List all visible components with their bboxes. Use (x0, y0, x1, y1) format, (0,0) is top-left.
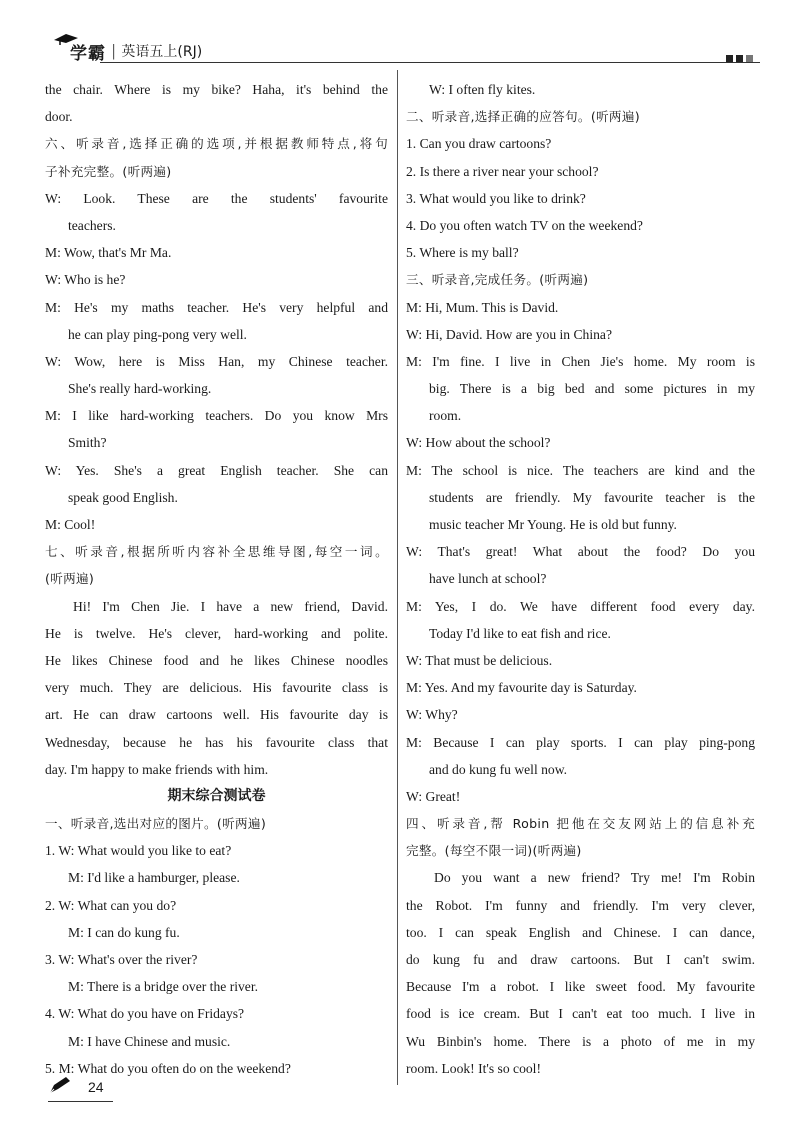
passage-line: Do you want a new friend? Try me! I'm Robin (434, 870, 755, 886)
text-line: the chair. Where is my bike? Haha, it's behind the (45, 82, 388, 97)
dialogue-line: W: I often fly kites. (429, 82, 536, 97)
dialogue-line: W: How about the school? (406, 435, 551, 451)
dialogue-line: M: Because I can play sports. I can play ping-pong (406, 734, 755, 750)
left-column (45, 76, 388, 1082)
section-heading: 子补充完整。(听两遍) (45, 163, 172, 179)
passage-line: He likes Chinese food and he likes Chinese noodles (45, 652, 388, 668)
decor-square (736, 55, 743, 62)
section-heading: 一、听录音,选出对应的图片。(听两遍) (45, 816, 267, 832)
dialogue-line: M: I like hard-working teachers. Do you know Mrs (45, 408, 388, 424)
question-line: M: I have Chinese and music. (68, 1033, 231, 1049)
dialogue-line: W: Who is he? (45, 272, 126, 288)
passage-line: food is ice cream. But I can't eat too much. I live in (406, 1006, 755, 1022)
section-heading: 完整。(每空不限一词)(听两遍) (406, 843, 582, 859)
passage-line: the Robot. I'm funny and friendly. I'm very clever, (406, 897, 755, 913)
section-heading: 六、听录音,选择正确的选项,并根据教师特点,将句 (45, 136, 388, 152)
exam-title: 期末综合测试卷 (167, 787, 266, 804)
brand-name: 学霸 (70, 43, 106, 64)
passage-line: Hi! I'm Chen Jie. I have a new friend, David. (73, 598, 388, 614)
question-line: 1. Can you draw cartoons? (406, 136, 552, 152)
question-line: 5. M: What do you often do on the weekend? (45, 1060, 291, 1076)
dialogue-line: W: Yes. She's a great English teacher. She can (45, 462, 388, 478)
dialogue-line: teachers. (68, 217, 116, 233)
passage-line: Wednesday, because he has his favourite class that (45, 734, 388, 750)
dialogue-line: M: Hi, Mum. This is David. (406, 299, 559, 315)
passage-line: He is twelve. He's clever, hard-working and polite. (45, 625, 388, 641)
dialogue-line: have lunch at school? (429, 571, 547, 587)
dialogue-line: M: Yes. And my favourite day is Saturday. (406, 680, 637, 696)
dialogue-line: W: Hi, David. How are you in China? (406, 326, 612, 342)
dialogue-line: W: Why? (406, 707, 458, 723)
question-line: 2. Is there a river near your school? (406, 163, 599, 179)
question-line: 5. Where is my ball? (406, 245, 519, 261)
dialogue-line: M: Cool! (45, 517, 96, 532)
right-column (406, 76, 755, 1082)
header-separator: | (112, 41, 116, 60)
section-heading: 四、听录音,帮 Robin 把他在交友网站上的信息补充 (406, 816, 755, 832)
page-header (40, 36, 760, 66)
decor-square (746, 55, 753, 62)
dialogue-line: speak good English. (68, 489, 178, 505)
passage-line: Wu Binbin's home. There is a photo of me in my (406, 1033, 755, 1049)
book-subtitle: 英语五上(RJ) (121, 44, 203, 60)
question-line: M: There is a bridge over the river. (68, 979, 259, 995)
passage-line: Because I'm a robot. I like sweet food. My favourite (406, 979, 755, 995)
dialogue-line: W: Great! (406, 788, 461, 804)
dialogue-line: Smith? (68, 435, 107, 451)
question-line: 1. W: What would you like to eat? (45, 843, 232, 859)
passage-line: day. I'm happy to make friends with him. (45, 761, 269, 777)
dialogue-line: M: The school is nice. The teachers are kind and the (406, 462, 755, 478)
page-number: 24 (88, 1079, 104, 1095)
passage-line: too. I can speak English and Chinese. I can dance, (406, 924, 755, 940)
section-heading: 二、听录音,选择正确的应答句。(听两遍) (406, 109, 640, 125)
passage-line: do kung fu and draw cartoons. But I can't swim. (406, 952, 755, 967)
dialogue-line: M: Wow, that's Mr Ma. (45, 245, 172, 261)
passage-line: very much. They are delicious. His favourite class is (45, 680, 388, 696)
section-heading: (听两遍) (45, 571, 95, 587)
graduation-cap-icon (52, 32, 82, 46)
text-line: door. (45, 109, 73, 125)
section-heading: 三、听录音,完成任务。(听两遍) (406, 272, 589, 288)
dialogue-line: room. (429, 408, 462, 424)
header-rule (100, 62, 760, 63)
pencil-icon (48, 1075, 74, 1095)
section-heading: 七、听录音,根据所听内容补全思维导图,每空一词。 (45, 544, 388, 560)
dialogue-line: Today I'd like to eat fish and rice. (429, 625, 611, 641)
brand-logo (52, 38, 202, 64)
footer-rule (48, 1101, 113, 1102)
question-line: 3. What would you like to drink? (406, 190, 586, 206)
dialogue-line: W: Look. These are the students' favourite (45, 190, 388, 206)
dialogue-line: M: Yes, I do. We have different food every day. (406, 598, 755, 614)
dialogue-line: and do kung fu well now. (429, 761, 568, 777)
dialogue-line: students are friendly. My favourite teacher is the (429, 489, 755, 505)
question-line: 4. W: What do you have on Fridays? (45, 1006, 245, 1022)
dialogue-line: big. There is a big bed and some pictures in my (429, 381, 755, 397)
decor-square (726, 55, 733, 62)
dialogue-line: W: Wow, here is Miss Han, my Chinese teacher. (45, 353, 388, 369)
question-line: 2. W: What can you do? (45, 897, 177, 913)
dialogue-line: he can play ping-pong very well. (68, 326, 247, 342)
dialogue-line: music teacher Mr Young. He is old but funny. (429, 517, 677, 532)
question-line: M: I can do kung fu. (68, 924, 180, 940)
column-divider (397, 70, 398, 1085)
passage-line: room. Look! It's so cool! (406, 1060, 541, 1076)
dialogue-line: She's really hard-working. (68, 381, 212, 397)
dialogue-line: M: I'm fine. I live in Chen Jie's home. My room is (406, 353, 755, 369)
passage-line: art. He can draw cartoons well. His favourite day is (45, 707, 388, 723)
dialogue-line: W: That's great! What about the food? Do you (406, 544, 755, 560)
question-line: 4. Do you often watch TV on the weekend? (406, 217, 643, 233)
dialogue-line: M: He's my maths teacher. He's very helpful and (45, 299, 388, 315)
question-line: M: I'd like a hamburger, please. (68, 870, 240, 886)
question-line: 3. W: What's over the river? (45, 952, 198, 967)
dialogue-line: W: That must be delicious. (406, 652, 553, 668)
